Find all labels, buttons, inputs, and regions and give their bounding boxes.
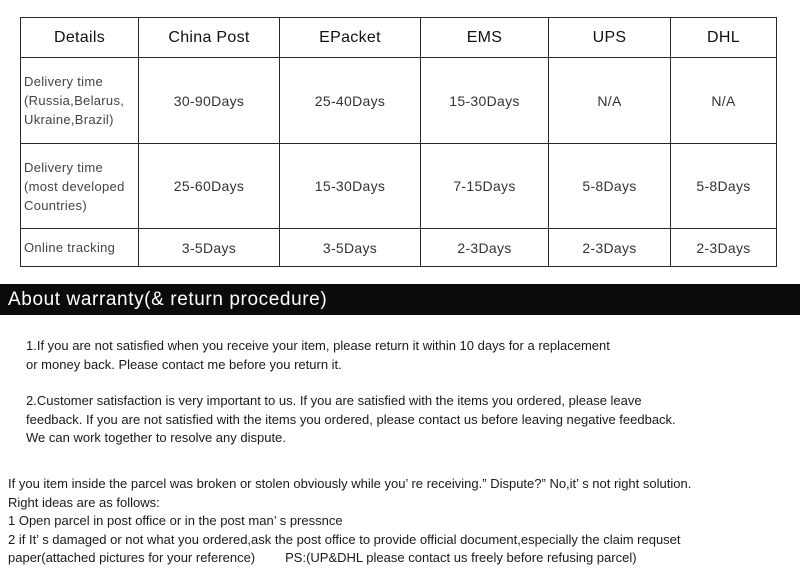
text-line: 2.Customer satisfaction is very important to us. If you are satisfied with the items you ordered, please leave bbox=[26, 393, 642, 408]
text-line bbox=[8, 549, 691, 568]
table-cell: 2-3Days bbox=[671, 229, 777, 267]
warranty-point-1 bbox=[26, 337, 610, 374]
row-label: Delivery time (Russia,Belarus, Ukraine,Brazil) bbox=[21, 58, 139, 144]
warranty-point-2 bbox=[26, 392, 676, 448]
table-cell: 25-60Days bbox=[139, 144, 280, 229]
text-line: 1.If you are not satisfied when you receive your item, please return it within 10 days for a replacement bbox=[26, 338, 610, 353]
header-ems: EMS bbox=[421, 18, 549, 58]
table-cell: N/A bbox=[549, 58, 671, 144]
table-cell: 15-30Days bbox=[421, 58, 549, 144]
damage-instructions bbox=[8, 475, 691, 568]
row-label: Delivery time (most developed Countries) bbox=[21, 144, 139, 229]
text-line: Right ideas are as follows: bbox=[8, 494, 160, 510]
table-cell: 5-8Days bbox=[671, 144, 777, 229]
header-details: Details bbox=[21, 18, 139, 58]
table-row bbox=[21, 229, 777, 267]
text-line: 2 if It’ s damaged or not what you ordered,ask the post office to provide official document,especially the claim requset bbox=[8, 531, 681, 547]
ps-note: PS:(UP&DHL please contact us freely before refusing parcel) bbox=[285, 550, 637, 565]
text-line: If you item inside the parcel was broken or stolen obviously while you’ re receiving.” Dispute?” No,it’ s not right solution. bbox=[8, 476, 692, 491]
warranty-banner: About warranty(& return procedure) bbox=[0, 284, 800, 315]
table-cell: 3-5Days bbox=[139, 229, 280, 267]
table-header-row bbox=[21, 18, 777, 58]
header-dhl: DHL bbox=[671, 18, 777, 58]
table-cell: 5-8Days bbox=[549, 144, 671, 229]
text-line: or money back. Please contact me before you return it. bbox=[26, 356, 342, 372]
table-cell: 7-15Days bbox=[421, 144, 549, 229]
header-ups: UPS bbox=[549, 18, 671, 58]
table-cell: 2-3Days bbox=[421, 229, 549, 267]
reference-note: paper(attached pictures for your reference) bbox=[8, 550, 256, 565]
text-line: feedback. If you are not satisfied with the items you ordered, please contact us before leaving negative feedback. bbox=[26, 411, 676, 427]
text-line: We can work together to resolve any dispute. bbox=[26, 430, 286, 445]
row-label: Online tracking bbox=[21, 229, 139, 267]
table-row bbox=[21, 58, 777, 144]
table-cell: 15-30Days bbox=[280, 144, 421, 229]
text-line: 1 Open parcel in post office or in the post man’ s pressnce bbox=[8, 513, 343, 528]
table-cell: 2-3Days bbox=[549, 229, 671, 267]
table-cell: N/A bbox=[671, 58, 777, 144]
table-cell: 25-40Days bbox=[280, 58, 421, 144]
shipping-comparison-table bbox=[20, 17, 777, 267]
header-epacket: EPacket bbox=[280, 18, 421, 58]
table-row bbox=[21, 144, 777, 229]
table-cell: 3-5Days bbox=[280, 229, 421, 267]
header-china-post: China Post bbox=[139, 18, 280, 58]
table-cell: 30-90Days bbox=[139, 58, 280, 144]
